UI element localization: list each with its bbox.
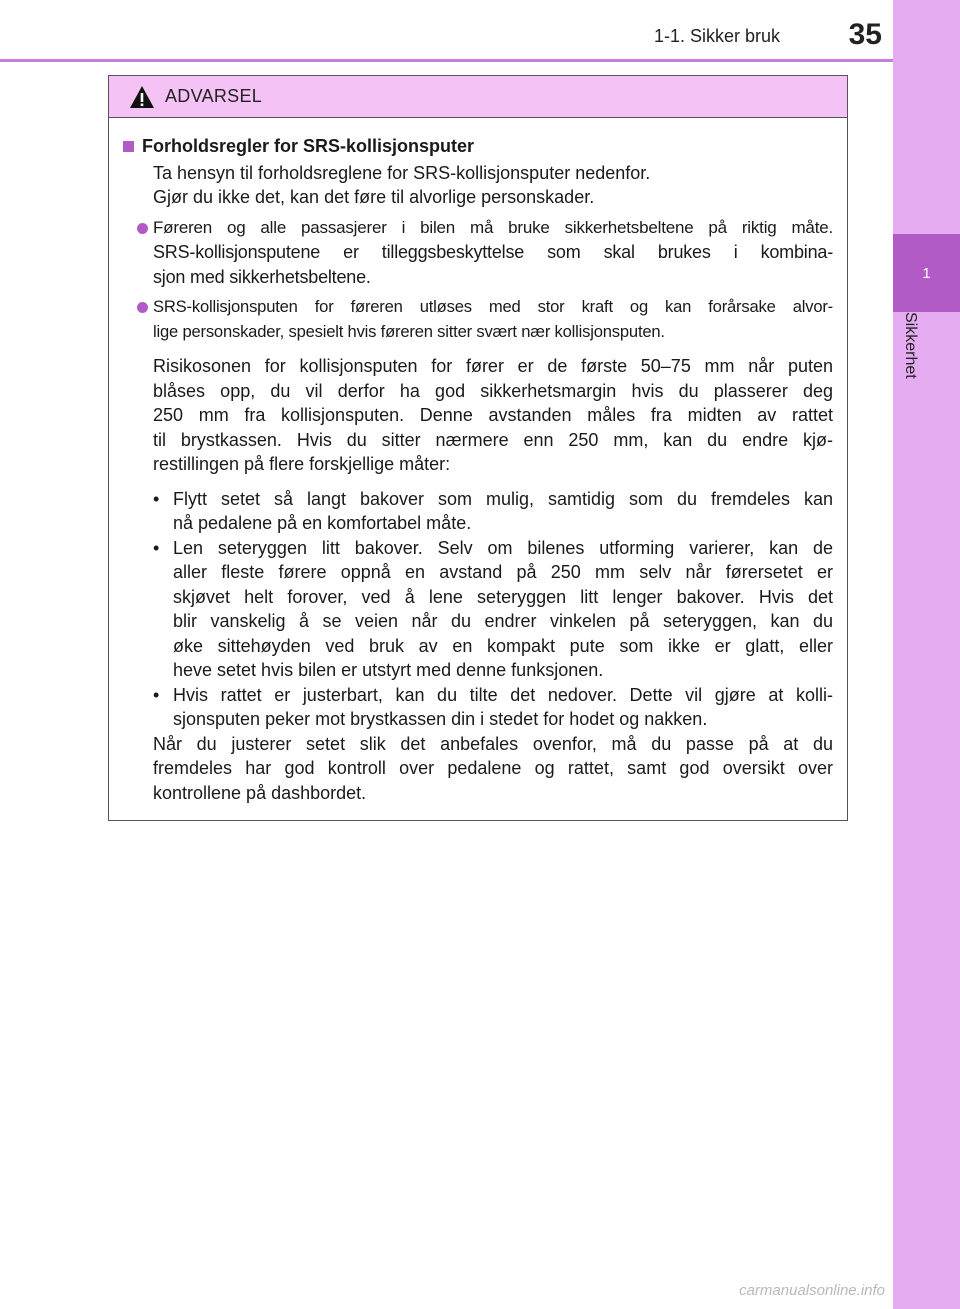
dash-line: øke sittehøyden ved bruk av en kompakt pute som ikke er glatt, eller	[173, 635, 833, 656]
bullet-line: SRS-kollisjonsputen for føreren utløses med stor kraft og kan forårsake alvor-	[153, 297, 833, 316]
warning-box	[108, 75, 848, 821]
risk-line: til brystkassen. Hvis du sitter nærmere enn 250 mm, kan du endre kjø-	[153, 429, 833, 450]
dash-bullet-icon: •	[153, 488, 160, 509]
watermark: carmanualsonline.info	[739, 1282, 885, 1299]
risk-line: Risikosonen for kollisjonsputen for fører er de første 50–75 mm når puten	[153, 356, 833, 376]
dash-list	[153, 487, 833, 732]
dash-line: skjøvet helt forover, ved å lene seteryggen litt lenger bakover. Hvis det	[173, 586, 833, 607]
section-title-text: Forholdsregler for SRS-kollisjonsputer	[142, 136, 475, 156]
risk-line: restillingen på flere forskjellige måter:	[153, 454, 451, 474]
bullet-dot-icon	[137, 302, 148, 313]
dash-line: nå pedalene på en komfortabel måte.	[173, 513, 472, 533]
closing-line: kontrollene på dashbordet.	[153, 782, 367, 803]
dash-item	[153, 536, 833, 683]
intro-line: Ta hensyn til forholdsreglene for SRS-kollisjonsputer nedenfor.	[153, 162, 651, 183]
bullet-line: sjon med sikkerhetsbeltene.	[153, 266, 371, 287]
dash-item	[153, 487, 833, 536]
warning-header	[109, 76, 847, 118]
bullet-line: Føreren og alle passasjerer i bilen må bruke sikkerhetsbeltene på riktig måte.	[153, 217, 833, 237]
dash-line: Flytt setet så langt bakover som mulig, samtidig som du fremdeles kan	[173, 488, 833, 509]
chapter-number-tab: 1	[893, 234, 960, 312]
warning-title: ADVARSEL	[165, 86, 263, 106]
risk-line: blåses opp, du vil derfor ha god sikkerhetsmargin hvis du plasserer deg	[153, 380, 833, 401]
bullet-item	[123, 216, 833, 290]
dash-item	[153, 683, 833, 732]
header-divider	[0, 59, 893, 62]
chapter-sidebar	[893, 0, 960, 1309]
closing-paragraph	[153, 732, 833, 806]
section-title	[123, 134, 833, 159]
closing-line: fremdeles har god kontroll over pedalene og rattet, samt god oversikt over	[153, 758, 833, 778]
dash-line: blir vanskelig å se veien når du endrer vinkelen på seteryggen, kan du	[173, 611, 833, 631]
risk-line: 250 mm fra kollisjonsputen. Denne avstanden måles fra midten av rattet	[153, 405, 833, 425]
intro-paragraph	[153, 161, 833, 210]
header-section-title: 1-1. Sikker bruk	[653, 26, 780, 46]
dash-bullet-icon: •	[153, 537, 160, 558]
closing-line: Når du justerer setet slik det anbefales ovenfor, må du passe på at du	[153, 733, 833, 754]
section-square-icon	[123, 141, 134, 152]
dash-line: sjonsputen peker mot brystkassen din i stedet for hodet og nakken.	[173, 709, 708, 729]
chapter-name: Sikkerhet	[902, 312, 919, 379]
intro-line: Gjør du ikke det, kan det føre til alvorlige personskader.	[153, 187, 595, 207]
bullet-line: SRS-kollisjonsputene er tilleggsbeskyttelse som skal brukes i kombina-	[153, 242, 833, 262]
risk-paragraph	[153, 354, 833, 477]
dash-bullet-icon: •	[153, 684, 160, 705]
warning-triangle-icon	[129, 85, 155, 109]
dash-line: aller fleste førere oppnå en avstand på 250 mm selv når førersetet er	[173, 562, 833, 582]
warning-body	[109, 118, 847, 805]
bullet-item	[123, 295, 833, 344]
dash-line: Len seteryggen litt bakover. Selv om bilenes utforming varierer, kan de	[173, 537, 833, 558]
dash-line: heve setet hvis bilen er utstyrt med denne funksjonen.	[173, 660, 604, 680]
dash-line: Hvis rattet er justerbart, kan du tilte det nedover. Dette vil gjøre at kolli-	[173, 684, 833, 705]
page-number: 35	[848, 18, 882, 51]
bullet-dot-icon	[137, 223, 148, 234]
bullet-line: lige personskader, spesielt hvis føreren sitter svært nær kollisjonsputen.	[153, 321, 665, 341]
